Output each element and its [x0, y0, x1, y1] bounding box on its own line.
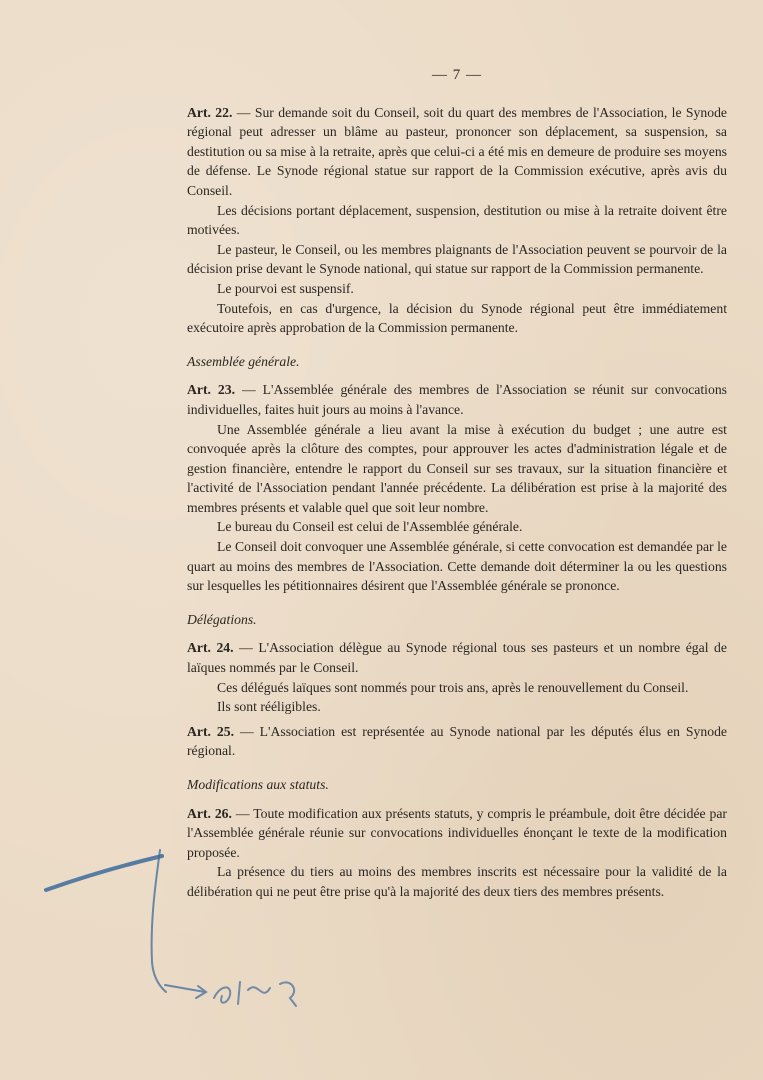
article-number: Art. 26. [187, 805, 232, 821]
article-text: — Toute modification aux présents statuts, y compris le préambule, doit être décidée par l'Assemblée générale réunie sur convocations individuelles énonçant le texte de la modification proposée. [187, 805, 727, 860]
paragraph: Une Assemblée générale a lieu avant la mise à exécution du budget ; une autre est convoquée après la clôture des comptes, pour approuver les actes d'administration légale et de gestion financière, entendre le rapport du Conseil sur ses travaux, sur la situation financière et l'activité de l'Association pendant l'année précédente. La délibération est prise à la majorité des membres présents et valable quel que soit leur nombre. [187, 421, 727, 515]
paragraph: Ils sont rééligibles. [217, 699, 321, 715]
paragraph: Les décisions portant déplacement, suspension, destitution ou mise à la retraite doivent être motivées. [187, 202, 727, 238]
paragraph: Toutefois, en cas d'urgence, la décision du Synode régional peut être immédiatement exécutoire après approbation de la Commission permanente. [187, 300, 727, 336]
section-title-modifications: Modifications aux statuts. [187, 777, 329, 792]
section-title-assemblee: Assemblée générale. [187, 353, 300, 369]
page-number: — 7 — [432, 67, 482, 83]
paragraph: Le Conseil doit convoquer une Assemblée générale, si cette convocation est demandée par le quart au moins des membres de l'Association. Cette demande doit déterminer la ou les questions sur lesquelles les pétitionnaires désirent que l'Assemblée générale se prononce. [187, 539, 727, 594]
article-number: Art. 25. [187, 723, 235, 739]
paragraph: La présence du tiers au moins des membres inscrits est nécessaire pour la validité de la délibération qui ne peut être prise qu'à la majorité des deux tiers des membres présents. [187, 864, 727, 899]
article-number: Art. 24. [187, 640, 234, 656]
article-text: — Sur demande soit du Conseil, soit du quart des membres de l'Association, le Synode régional peut adresser un blâme au pasteur, prononcer son déplacement, sa suspension, sa destitution ou sa mise à la retraite, après que celui-ci a été mis en demeure de produire ses moyens de défense. Le Synode régional statue sur rapport de la Commission exécutive, après avis du Conseil. [187, 104, 727, 198]
paragraph: Ces délégués laïques sont nommés pour trois ans, après le renouvellement du Conseil. [217, 679, 689, 695]
article-number: Art. 23. [187, 382, 236, 398]
article-text: — L'Association est représentée au Synode national par les députés élus en Synode régional. [187, 723, 727, 759]
article-number: Art. 22. [187, 104, 233, 120]
paragraph: Le bureau du Conseil est celui de l'Assemblée générale. [217, 519, 523, 535]
paragraph: Le pasteur, le Conseil, ou les membres plaignants de l'Association peuvent se pourvoir de la décision prise devant le Synode national, qui statue sur rapport de la Commission permanente. [187, 241, 727, 277]
article-text: — L'Association délègue au Synode régional tous ses pasteurs et un nombre égal de laïques nommés par le Conseil. [187, 640, 727, 676]
article-text: — L'Assemblée générale des membres de l'Association se réunit sur convocations individuelles, faites huit jours au moins à l'avance. [187, 382, 727, 417]
section-title-delegations: Délégations. [187, 611, 257, 627]
paragraph: Le pourvoi est suspensif. [217, 280, 354, 296]
